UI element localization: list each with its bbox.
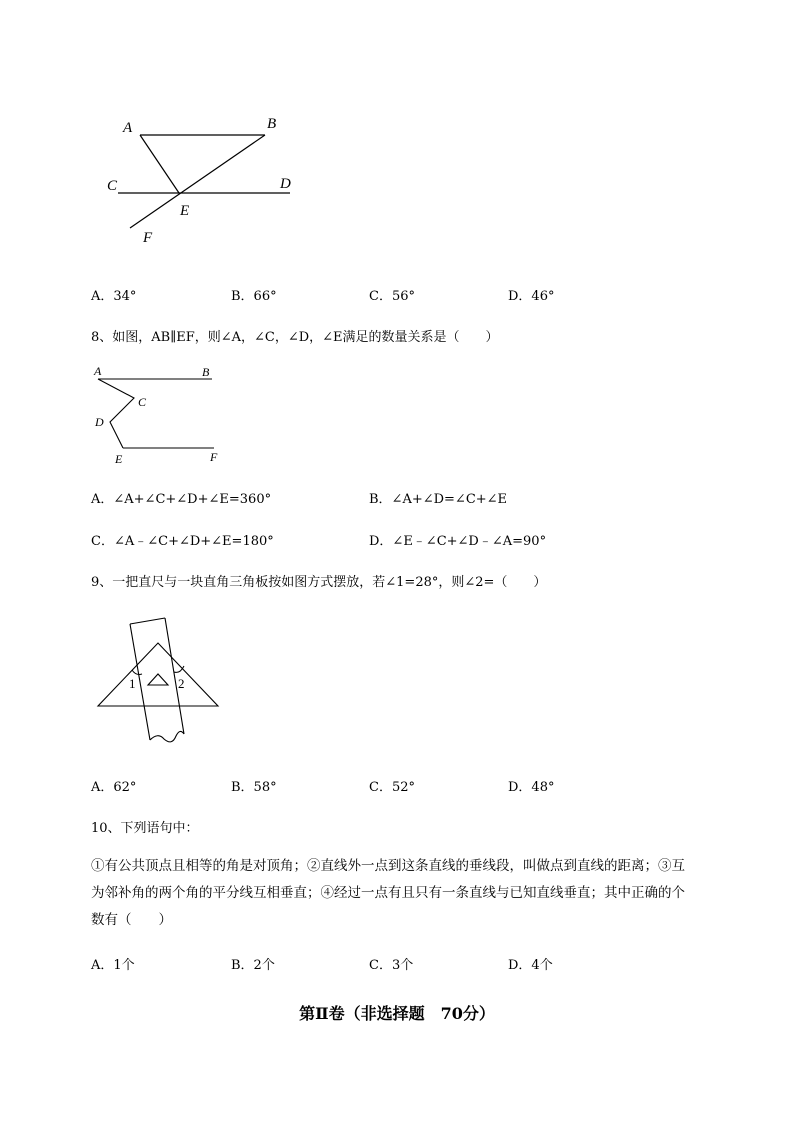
angle-1-label: 1 bbox=[129, 676, 136, 691]
label-f: F bbox=[143, 230, 153, 246]
q10-option-c[interactable]: C．3个 bbox=[369, 958, 414, 973]
label-b: B bbox=[202, 365, 210, 379]
q9-option-c[interactable]: C．52° bbox=[369, 780, 415, 795]
label-c: C bbox=[138, 395, 147, 409]
q9-stem: 9、一把直尺与一块直角三角板按如图方式摆放，若∠1=28°，则∠2=（ ） bbox=[91, 575, 547, 590]
line-bf bbox=[130, 135, 265, 228]
q10-statements bbox=[91, 853, 741, 934]
ruler-break bbox=[150, 731, 184, 741]
q8-option-b[interactable]: B．∠A+∠D=∠C+∠E bbox=[369, 492, 508, 507]
segment-ae bbox=[140, 135, 179, 193]
q7-option-d[interactable]: D．46° bbox=[508, 289, 555, 304]
set-square-hole bbox=[148, 674, 168, 685]
q9-option-d[interactable]: D．48° bbox=[508, 780, 555, 795]
q7-option-a[interactable]: A．34° bbox=[91, 289, 137, 304]
q10-line-1: ①有公共顶点且相等的角是对顶角；②直线外一点到这条直线的垂线段，叫做点到直线的距离；③互 bbox=[91, 858, 685, 874]
q10-line-2: 为邻补角的两个角的平分线互相垂直；④经过一点有且只有一条直线与已知直线垂直；其中正确的个 bbox=[91, 885, 685, 901]
angle-1-arc bbox=[132, 670, 142, 675]
q8-option-a[interactable]: A．∠A+∠C+∠D+∠E=360° bbox=[91, 492, 272, 507]
section-title: 第Ⅱ卷（非选择题 70分） bbox=[299, 1004, 495, 1023]
q7-option-c[interactable]: C．56° bbox=[369, 289, 415, 304]
label-d: D bbox=[95, 415, 104, 429]
q10-option-b[interactable]: B．2个 bbox=[231, 958, 275, 973]
q10-line-3: 数有（ ） bbox=[91, 912, 172, 928]
figure-q8-zigzag bbox=[88, 362, 228, 470]
q9-option-b[interactable]: B．58° bbox=[231, 780, 277, 795]
q8-option-c[interactable]: C．∠A﹣∠C+∠D+∠E=180° bbox=[91, 534, 274, 549]
q10-option-d[interactable]: D．4个 bbox=[508, 958, 553, 973]
figure-q7-parallel-lines bbox=[100, 110, 310, 250]
label-b: B bbox=[267, 116, 277, 132]
q9-option-a[interactable]: A．62° bbox=[91, 780, 137, 795]
q7-option-b[interactable]: B．66° bbox=[231, 289, 277, 304]
q10-stem: 10、下列语句中： bbox=[91, 821, 199, 836]
q8-stem: 8、如图，AB∥EF，则∠A，∠C，∠D，∠E满足的数量关系是（ ） bbox=[91, 330, 499, 345]
zigzag-acde bbox=[98, 379, 134, 448]
label-f: F bbox=[210, 450, 218, 464]
angle-2-label: 2 bbox=[178, 676, 185, 691]
figure-q9-ruler-triangle bbox=[92, 612, 227, 744]
ruler-top bbox=[130, 618, 165, 624]
q10-option-a[interactable]: A．1个 bbox=[91, 958, 135, 973]
label-c: C bbox=[107, 178, 118, 194]
q8-option-d[interactable]: D．∠E﹣∠C+∠D﹣∠A=90° bbox=[369, 534, 547, 549]
label-e: E bbox=[115, 452, 123, 466]
angle-2-arc bbox=[174, 666, 184, 672]
label-a: A bbox=[94, 364, 102, 378]
label-e: E bbox=[180, 203, 190, 219]
label-d: D bbox=[280, 176, 291, 192]
label-a: A bbox=[123, 120, 133, 136]
